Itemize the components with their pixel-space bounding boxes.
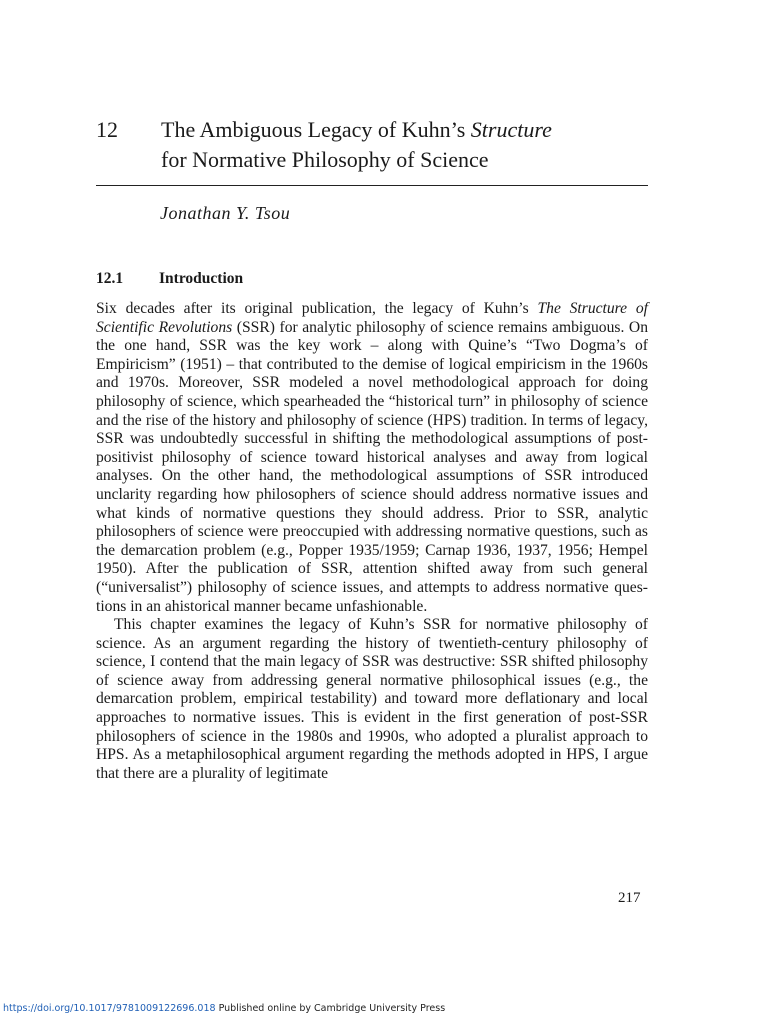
footer <box>3 1003 445 1014</box>
section-number: 12.1 <box>96 270 124 287</box>
book-title: The Structure of Scientific Revolutions <box>96 300 648 336</box>
chapter-title <box>161 115 651 175</box>
chapter-number: 12 <box>96 117 118 142</box>
author-name: Jonathan Y. Tsou <box>160 203 291 223</box>
page-number: 217 <box>618 890 641 906</box>
published-note: Published online by Cambridge University Press <box>215 1003 446 1014</box>
body-text <box>96 300 648 783</box>
section-heading <box>96 270 243 288</box>
title-rule <box>96 185 648 186</box>
section-title: Introduction <box>159 270 244 287</box>
paragraph-2: This chapter examines the legacy of Kuhn’s SSR for normative philosophy of science. As an argument regarding the history of twentieth-century philosophy of science, I contend that the main legacy of SSR was destructive: SSR shifted philosophy of science away from addressing general normative philosophical issues (e.g., the demarcation problem, empirical testability) and toward more deflationary and local approaches to normative issues. This is evident in the first generation of post-SSR philosophers of science in the 1980s and 1990s, who adopted a pluralist approach to HPS. As a metaphilosophical argument regarding the methods adopted in HPS, I argue that there are a plurality of legitimate <box>96 616 648 782</box>
doi-link[interactable]: https://doi.org/10.1017/9781009122696.018 <box>3 1003 216 1014</box>
chapter-title-line2: for Normative Philosophy of Science <box>161 147 489 172</box>
chapter-title-line1: The Ambiguous Legacy of Kuhn’s Structure <box>161 117 552 142</box>
chapter-title-italic: Structure <box>470 117 552 142</box>
paragraph-1: Six decades after its original publication, the legacy of Kuhn’s The Structure of Scientific Revolutions (SSR) for analytic philosophy of science remains ambiguous. On the one hand, SSR was the key work – along with Quine’s “Two Dogma’s of Empiricism” (1951) – that contributed to the demise of logical empiricism in the 1960s and 1970s. Moreover, SSR modeled a novel methodological approach for doing philosophy of science, which spearheaded the “historical turn” in philosophy of science and the rise of the history and philosophy of science (HPS) tradition. In terms of legacy, SSR was undoubtedly successful in shifting the methodological assumptions of post-positivist philosophy of science toward historical analyses and away from logical analyses. On the other hand, the methodological assumptions of SSR introduced unclarity regarding how philosophers of science should address normative issues and what kinds of normative questions they should address. Prior to SSR, analytic philosophers of science were preoccupied with addressing normative questions, such as the demarcation problem (e.g., Popper 1935/1959; Carnap 1936, 1937, 1956; Hempel 1950). After the publication of SSR, attention shifted away from such general (“universalist”) philosophy of science issues, and attempts to address normative questions in an ahistorical manner became unfashionable. <box>96 300 648 615</box>
